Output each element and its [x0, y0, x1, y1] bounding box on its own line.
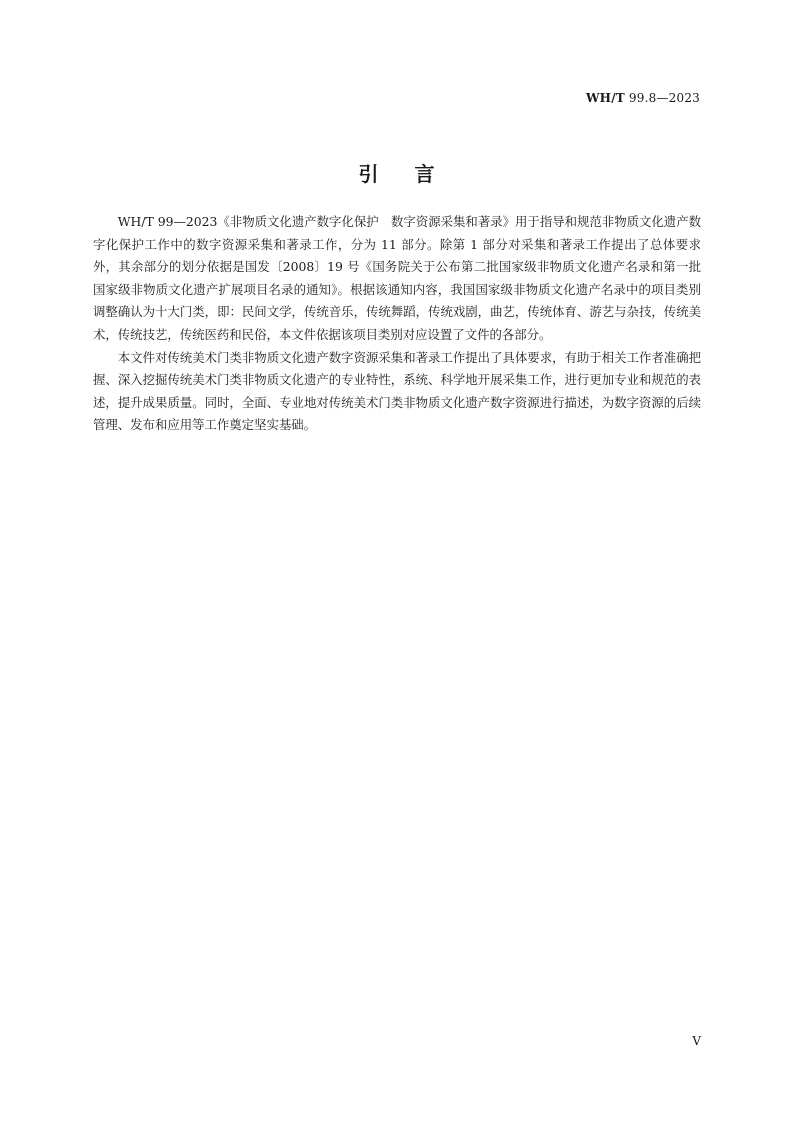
paragraph-1: WH/T 99—2023《非物质文化遗产数字化保护 数字资源采集和著录》用于指导和规范非物质文化遗产数字化保护工作中的数字资源采集和著录工作，分为 11 部分。除第 1 部分对采集和著录工作提出了总体要求外，其余部分的划分依据是国发〔2008〕19 号《国务院关于公布第二批国家级非物质文化遗产名录和第一批国家级非物质文化遗产扩展项目名录的通知》。根据该通知内容，我国国家级非物质文化遗产名录中的项目类别调整确认为十大门类，即：民间文学，传统音乐，传统舞蹈，传统戏剧，曲艺，传统体育、游艺与杂技，传统美术，传统技艺，传统医药和民俗，本文件依据该项目类别对应设置了文件的各部分。 [93, 214, 701, 342]
paragraph-2: 本文件对传统美术门类非物质文化遗产数字资源采集和著录工作提出了具体要求，有助于相关工作者准确把握、深入挖掘传统美术门类非物质文化遗产的专业特性，系统、科学地开展采集工作，进行更加专业和规范的表述，提升成果质量。同时，全面、专业地对传统美术门类非物质文化遗产数字资源进行描述，为数字资源的后续管理、发布和应用等工作奠定坚实基础。 [93, 349, 701, 433]
page-number: V [692, 1034, 701, 1048]
document-code-header [586, 91, 700, 105]
document-code-prefix: WH/T [585, 91, 625, 105]
document-code-number: 99.8—2023 [624, 91, 700, 105]
introduction-body [93, 211, 701, 437]
section-title: 引言 [358, 162, 471, 186]
